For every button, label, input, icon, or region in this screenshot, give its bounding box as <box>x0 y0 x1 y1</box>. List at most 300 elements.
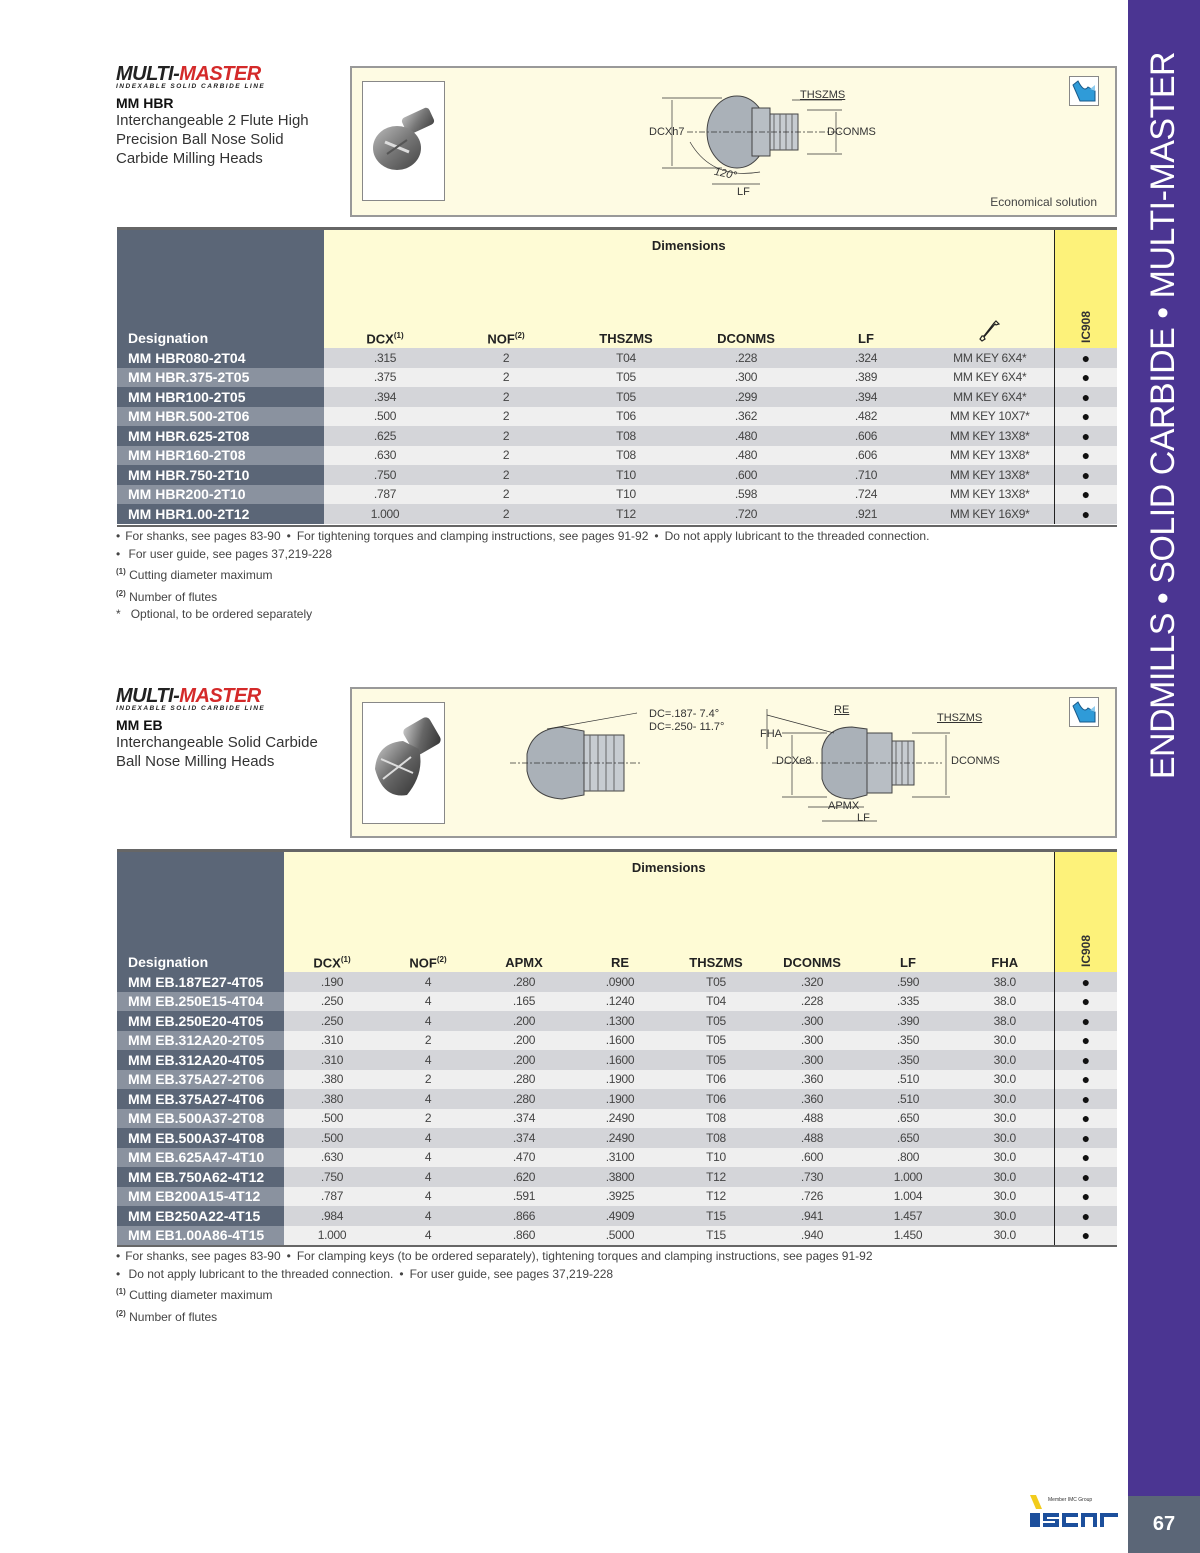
cell-ic908: ● <box>1054 1050 1117 1070</box>
cell-thszms: T06 <box>566 407 686 427</box>
logo-tagline: INDEXABLE SOLID CARBIDE LINE <box>116 705 266 712</box>
note-line-2: • For user guide, see pages 37,219-228 <box>116 546 333 561</box>
cell-re: .1900 <box>572 1089 668 1109</box>
cell-lf: 1.450 <box>860 1226 956 1246</box>
cell-nof: 4 <box>380 972 476 992</box>
product-code: MM EB <box>116 717 163 733</box>
cell-nof: 2 <box>446 387 566 407</box>
cell-designation: MM HBR200-2T10 <box>117 485 324 505</box>
cell-dconms: .488 <box>764 1109 860 1129</box>
table-row <box>117 387 1117 407</box>
col-nof: NOF$^{(2)}$ <box>446 260 566 348</box>
cell-apmx: .280 <box>476 972 572 992</box>
footnote-1: $^{(1)}$ Cutting diameter maximum <box>116 567 273 582</box>
cell-fha: 30.0 <box>956 1070 1054 1090</box>
cell-fha: 30.0 <box>956 1226 1054 1246</box>
cell-dcx: .787 <box>284 1187 380 1207</box>
cell-fha: 30.0 <box>956 1109 1054 1129</box>
cell-ic908: ● <box>1054 368 1117 388</box>
cell-designation: MM HBR.625-2T08 <box>117 426 324 446</box>
cell-ic908: ● <box>1054 348 1117 368</box>
cell-fha: 30.0 <box>956 1089 1054 1109</box>
footnote-2: $^{(2)}$ Number of flutes <box>116 1308 218 1324</box>
cell-ic908: ● <box>1054 387 1117 407</box>
cell-lf: .350 <box>860 1031 956 1051</box>
hbr-footnotes <box>116 528 929 624</box>
cell-ic908: ● <box>1054 1226 1117 1246</box>
table-row <box>117 992 1117 1012</box>
col-key <box>926 260 1054 348</box>
cell-fha: 38.0 <box>956 1011 1054 1031</box>
table-row <box>117 446 1117 466</box>
hbr-brand-block <box>116 64 346 168</box>
cell-nof: 4 <box>380 1206 476 1226</box>
cell-re: .3925 <box>572 1187 668 1207</box>
cell-nof: 4 <box>380 1148 476 1168</box>
cell-lf: .335 <box>860 992 956 1012</box>
label-dcxe8: DCXe8 <box>776 755 812 767</box>
cell-apmx: .470 <box>476 1148 572 1168</box>
cell-dcx: .250 <box>284 992 380 1012</box>
cell-designation: MM EB.312A20-2T05 <box>117 1031 284 1051</box>
cell-nof: 4 <box>380 1226 476 1246</box>
cell-nof: 2 <box>380 1109 476 1129</box>
cell-thszms: T05 <box>668 972 764 992</box>
cell-dcx: .625 <box>324 426 446 446</box>
cell-thszms: T05 <box>566 387 686 407</box>
logo-multi: MULTI- <box>116 685 180 707</box>
grade-header-ic908 <box>1054 230 1117 348</box>
wrench-icon <box>979 319 1001 343</box>
table-bottom-rule <box>117 525 1117 527</box>
cell-lf: 1.000 <box>860 1167 956 1187</box>
ball-nose-operation-icon <box>1069 697 1099 727</box>
cell-dconms: .598 <box>686 485 806 505</box>
col-re: RE <box>572 882 668 972</box>
cell-designation: MM EB.187E27-4T05 <box>117 972 284 992</box>
table-row <box>117 972 1117 992</box>
table-row <box>117 426 1117 446</box>
cell-lf: .921 <box>806 504 926 524</box>
table-row <box>117 485 1117 505</box>
cell-designation: MM HBR080-2T04 <box>117 348 324 368</box>
label-lf: LF <box>737 186 750 198</box>
cell-nof: 4 <box>380 1128 476 1148</box>
cell-ic908: ● <box>1054 972 1117 992</box>
cell-nof: 4 <box>380 1167 476 1187</box>
cell-fha: 30.0 <box>956 1167 1054 1187</box>
cell-re: .3800 <box>572 1167 668 1187</box>
cell-dcx: .315 <box>324 348 446 368</box>
cell-ic908: ● <box>1054 1206 1117 1226</box>
cell-dcx: .380 <box>284 1070 380 1090</box>
table-row <box>117 1050 1117 1070</box>
cell-re: .0900 <box>572 972 668 992</box>
note-line-2: • Do not apply lubricant to the threaded connection. • For user guide, see pages 37,219-228 <box>116 1266 614 1281</box>
footnote-2: $^{(2)}$ Number of flutes <box>116 588 218 604</box>
cell-nof: 2 <box>446 504 566 524</box>
col-nof: NOF$^{(2)}$ <box>380 882 476 972</box>
cell-designation: MM EB200A15-4T12 <box>117 1187 284 1207</box>
cell-apmx: .374 <box>476 1128 572 1148</box>
cell-ic908: ● <box>1054 1089 1117 1109</box>
product-code: MM HBR <box>116 95 174 111</box>
eb-footnotes <box>116 1248 873 1326</box>
table-row <box>117 1148 1117 1168</box>
cell-dcx: .500 <box>284 1128 380 1148</box>
cell-re: .4909 <box>572 1206 668 1226</box>
cell-dcx: .394 <box>324 387 446 407</box>
cell-thszms: T08 <box>566 446 686 466</box>
cell-thszms: T05 <box>566 368 686 388</box>
cell-designation: MM EB.312A20-4T05 <box>117 1050 284 1070</box>
cell-nof: 4 <box>380 992 476 1012</box>
cell-thszms: T12 <box>668 1167 764 1187</box>
cell-nof: 2 <box>446 465 566 485</box>
cell-dconms: .320 <box>764 972 860 992</box>
cell-key: MM KEY 6X4* <box>926 368 1054 388</box>
cell-designation: MM EB.625A47-4T10 <box>117 1148 284 1168</box>
cell-lf: .606 <box>806 426 926 446</box>
side-tab-label-wrap <box>1128 0 1200 830</box>
table-row <box>117 1167 1117 1187</box>
label-dc-250: DC=.250- 11.7° <box>649 721 725 733</box>
cell-fha: 30.0 <box>956 1187 1054 1207</box>
cell-lf: 1.457 <box>860 1206 956 1226</box>
cell-dcx: .500 <box>324 407 446 427</box>
cell-dconms: .300 <box>686 368 806 388</box>
col-thszms: THSZMS <box>668 882 764 972</box>
cell-key: MM KEY 13X8* <box>926 446 1054 466</box>
table-row <box>117 368 1117 388</box>
cell-dconms: .300 <box>764 1050 860 1070</box>
cell-key: MM KEY 10X7* <box>926 407 1054 427</box>
cell-key: MM KEY 13X8* <box>926 485 1054 505</box>
label-dc-187: DC=.187- 7.4° <box>649 708 720 720</box>
table-row <box>117 1109 1117 1129</box>
cell-re: .3100 <box>572 1148 668 1168</box>
cell-re: .1600 <box>572 1031 668 1051</box>
panel-note: Economical solution <box>990 195 1097 209</box>
cell-dcx: .630 <box>284 1148 380 1168</box>
cell-designation: MM EB.250E20-4T05 <box>117 1011 284 1031</box>
cell-ic908: ● <box>1054 1070 1117 1090</box>
hbr-product-photo <box>362 81 445 201</box>
cell-ic908: ● <box>1054 504 1117 524</box>
col-thszms: THSZMS <box>566 260 686 348</box>
side-tab-label: ENDMILLS • SOLID CARBIDE • MULTI-MASTER <box>1144 51 1183 779</box>
cell-designation: MM EB.500A37-4T08 <box>117 1128 284 1148</box>
imc-member-text: Member IMC Group <box>1048 1497 1093 1503</box>
cell-nof: 4 <box>380 1187 476 1207</box>
cell-dcx: .380 <box>284 1089 380 1109</box>
logo-master: MASTER <box>179 63 261 85</box>
cell-lf: .324 <box>806 348 926 368</box>
cell-apmx: .165 <box>476 992 572 1012</box>
cell-dconms: .228 <box>686 348 806 368</box>
cell-nof: 2 <box>446 426 566 446</box>
cell-fha: 30.0 <box>956 1148 1054 1168</box>
cell-nof: 2 <box>446 348 566 368</box>
cell-dcx: .630 <box>324 446 446 466</box>
eb-specs-table <box>117 852 1117 1245</box>
cell-dcx: .375 <box>324 368 446 388</box>
cell-nof: 2 <box>446 446 566 466</box>
cell-ic908: ● <box>1054 1011 1117 1031</box>
cell-ic908: ● <box>1054 446 1117 466</box>
multi-master-logo <box>116 64 346 84</box>
table-row <box>117 1089 1117 1109</box>
cell-lf: .390 <box>860 1011 956 1031</box>
cell-lf: .510 <box>860 1089 956 1109</box>
footnote-1: $^{(1)}$ Cutting diameter maximum <box>116 1287 273 1302</box>
cell-nof: 2 <box>446 368 566 388</box>
cell-nof: 2 <box>380 1031 476 1051</box>
logo-multi: MULTI- <box>116 63 180 85</box>
cell-designation: MM EB.250E15-4T04 <box>117 992 284 1012</box>
cell-dconms: .600 <box>686 465 806 485</box>
cell-apmx: .200 <box>476 1011 572 1031</box>
table-row <box>117 1031 1117 1051</box>
label-dconms: DCONMS <box>951 755 1000 767</box>
table-row <box>117 1070 1117 1090</box>
designation-header: Designation <box>117 230 324 348</box>
table-row <box>117 1206 1117 1226</box>
cell-designation: MM EB.375A27-2T06 <box>117 1070 284 1090</box>
cell-dcx: .250 <box>284 1011 380 1031</box>
cell-dconms: .360 <box>764 1070 860 1090</box>
cell-apmx: .591 <box>476 1187 572 1207</box>
page-number: 67 <box>1128 1496 1200 1553</box>
cell-lf: .590 <box>860 972 956 992</box>
cell-dcx: .750 <box>324 465 446 485</box>
cell-lf: .510 <box>860 1070 956 1090</box>
cell-dconms: .940 <box>764 1226 860 1246</box>
cell-lf: .482 <box>806 407 926 427</box>
cell-fha: 30.0 <box>956 1128 1054 1148</box>
cell-fha: 30.0 <box>956 1050 1054 1070</box>
cell-fha: 30.0 <box>956 1031 1054 1051</box>
grade-header-ic908 <box>1054 852 1117 972</box>
hbr-illustration-panel <box>350 66 1117 217</box>
col-fha: FHA <box>956 882 1054 972</box>
dimensions-header: Dimensions <box>324 230 1054 260</box>
cell-dcx: .500 <box>284 1109 380 1129</box>
note-line-1: • For shanks, see pages 83-90 • For clamping keys (to be ordered separately), tightening torques and clamping instructions, see pages 91-92 <box>116 1249 873 1263</box>
cell-lf: .389 <box>806 368 926 388</box>
col-dconms: DCONMS <box>764 882 860 972</box>
cell-re: .1900 <box>572 1070 668 1090</box>
cell-thszms: T04 <box>668 992 764 1012</box>
footnote-3: * Optional, to be ordered separately <box>116 607 313 621</box>
cell-thszms: T15 <box>668 1226 764 1246</box>
cell-dconms: .730 <box>764 1167 860 1187</box>
cell-thszms: T08 <box>566 426 686 446</box>
cell-key: MM KEY 6X4* <box>926 387 1054 407</box>
cell-dconms: .480 <box>686 446 806 466</box>
eb-brand-block <box>116 686 346 771</box>
cell-nof: 2 <box>446 485 566 505</box>
cell-thszms: T12 <box>668 1187 764 1207</box>
table-row <box>117 1128 1117 1148</box>
cell-lf: .650 <box>860 1128 956 1148</box>
cell-dconms: .726 <box>764 1187 860 1207</box>
cell-thszms: T08 <box>668 1128 764 1148</box>
cell-lf: .724 <box>806 485 926 505</box>
cell-thszms: T05 <box>668 1050 764 1070</box>
cell-apmx: .860 <box>476 1226 572 1246</box>
cell-designation: MM EB1.00A86-4T15 <box>117 1226 284 1246</box>
cell-thszms: T12 <box>566 504 686 524</box>
cell-designation: MM EB.375A27-4T06 <box>117 1089 284 1109</box>
cell-dcx: .984 <box>284 1206 380 1226</box>
col-dcx: DCX$^{(1)}$ <box>324 260 446 348</box>
cell-apmx: .866 <box>476 1206 572 1226</box>
eb-product-photo <box>362 702 445 824</box>
cell-key: MM KEY 16X9* <box>926 504 1054 524</box>
cell-dconms: .362 <box>686 407 806 427</box>
cell-key: MM KEY 13X8* <box>926 426 1054 446</box>
cell-ic908: ● <box>1054 1187 1117 1207</box>
cell-dconms: .299 <box>686 387 806 407</box>
cell-re: .1240 <box>572 992 668 1012</box>
cell-thszms: T06 <box>668 1089 764 1109</box>
cell-nof: 2 <box>380 1070 476 1090</box>
cell-lf: 1.004 <box>860 1187 956 1207</box>
col-lf: LF <box>860 882 956 972</box>
cell-key: MM KEY 6X4* <box>926 348 1054 368</box>
ball-nose-operation-icon <box>1069 76 1099 106</box>
cell-ic908: ● <box>1054 992 1117 1012</box>
cell-ic908: ● <box>1054 1031 1117 1051</box>
label-fha: FHA <box>760 728 782 740</box>
cell-lf: .350 <box>860 1050 956 1070</box>
cell-apmx: .374 <box>476 1109 572 1129</box>
ball-nose-head-image <box>363 703 444 823</box>
cell-dcx: .750 <box>284 1167 380 1187</box>
cell-apmx: .280 <box>476 1089 572 1109</box>
note-line-1: • For shanks, see pages 83-90 • For tightening torques and clamping instructions, see pages 91-92 • Do not apply lubricant to the threaded connection. <box>116 529 930 543</box>
label-angle: 120° <box>713 165 738 183</box>
cell-ic908: ● <box>1054 465 1117 485</box>
logo-tagline: INDEXABLE SOLID CARBIDE LINE <box>116 83 266 90</box>
cell-nof: 4 <box>380 1011 476 1031</box>
hbr-specs-table <box>117 230 1117 524</box>
cell-re: .5000 <box>572 1226 668 1246</box>
cell-ic908: ● <box>1054 426 1117 446</box>
cell-lf: .394 <box>806 387 926 407</box>
col-lf: LF <box>806 260 926 348</box>
cell-thszms: T10 <box>566 485 686 505</box>
label-thszms: THSZMS <box>937 712 983 724</box>
cell-designation: MM HBR.375-2T05 <box>117 368 324 388</box>
cell-thszms: T06 <box>668 1070 764 1090</box>
multi-master-logo <box>116 686 346 706</box>
cell-apmx: .620 <box>476 1167 572 1187</box>
cell-lf: .606 <box>806 446 926 466</box>
cell-nof: 2 <box>446 407 566 427</box>
logo-master: MASTER <box>179 685 261 707</box>
cell-ic908: ● <box>1054 1148 1117 1168</box>
cell-ic908: ● <box>1054 1109 1117 1129</box>
cell-designation: MM HBR100-2T05 <box>117 387 324 407</box>
label-dconms: DCONMS <box>827 126 876 138</box>
cell-fha: 30.0 <box>956 1206 1054 1226</box>
cell-fha: 38.0 <box>956 992 1054 1012</box>
eb-illustration-panel <box>350 687 1117 838</box>
cell-dcx: .310 <box>284 1050 380 1070</box>
table-row <box>117 348 1117 368</box>
cell-re: .2490 <box>572 1109 668 1129</box>
cell-thszms: T05 <box>668 1031 764 1051</box>
col-dconms: DCONMS <box>686 260 806 348</box>
col-dcx: DCX$^{(1)}$ <box>284 882 380 972</box>
cell-designation: MM HBR1.00-2T12 <box>117 504 324 524</box>
cell-designation: MM HBR160-2T08 <box>117 446 324 466</box>
cell-thszms: T05 <box>668 1011 764 1031</box>
cell-apmx: .200 <box>476 1031 572 1051</box>
cell-ic908: ● <box>1054 407 1117 427</box>
cell-dcx: .787 <box>324 485 446 505</box>
cell-dconms: .360 <box>764 1089 860 1109</box>
col-apmx: APMX <box>476 882 572 972</box>
cell-ic908: ● <box>1054 1167 1117 1187</box>
table-row <box>117 465 1117 485</box>
dimensions-header: Dimensions <box>284 852 1054 882</box>
table-row <box>117 407 1117 427</box>
table-row <box>117 1226 1117 1246</box>
cell-dcx: 1.000 <box>284 1226 380 1246</box>
cell-dconms: .300 <box>764 1011 860 1031</box>
cell-dconms: .941 <box>764 1206 860 1226</box>
cell-apmx: .280 <box>476 1070 572 1090</box>
cell-lf: .800 <box>860 1148 956 1168</box>
cell-nof: 4 <box>380 1089 476 1109</box>
eb-dimension-drawing <box>502 699 962 829</box>
cell-designation: MM EB.500A37-2T08 <box>117 1109 284 1129</box>
cell-ic908: ● <box>1054 1128 1117 1148</box>
cell-designation: MM HBR.500-2T06 <box>117 407 324 427</box>
cell-thszms: T04 <box>566 348 686 368</box>
cell-dcx: .310 <box>284 1031 380 1051</box>
cell-nof: 4 <box>380 1050 476 1070</box>
cell-dcx: 1.000 <box>324 504 446 524</box>
table-row <box>117 1011 1117 1031</box>
cell-dconms: .300 <box>764 1031 860 1051</box>
cell-designation: MM EB250A22-4T15 <box>117 1206 284 1226</box>
label-apmx: APMX <box>828 800 860 812</box>
cell-dconms: .480 <box>686 426 806 446</box>
cell-designation: MM EB.750A62-4T12 <box>117 1167 284 1187</box>
table-row <box>117 504 1117 524</box>
table-bottom-rule <box>117 1245 1117 1247</box>
cell-thszms: T10 <box>668 1148 764 1168</box>
cell-key: MM KEY 13X8* <box>926 465 1054 485</box>
cell-ic908: ● <box>1054 485 1117 505</box>
cell-thszms: T15 <box>668 1206 764 1226</box>
cell-fha: 38.0 <box>956 972 1054 992</box>
label-dcxh7: DCXh7 <box>649 126 685 138</box>
cell-re: .1600 <box>572 1050 668 1070</box>
cell-dcx: .190 <box>284 972 380 992</box>
cell-designation: MM HBR.750-2T10 <box>117 465 324 485</box>
table-row <box>117 1187 1117 1207</box>
label-re: RE <box>834 704 850 716</box>
cell-dconms: .720 <box>686 504 806 524</box>
cell-dconms: .600 <box>764 1148 860 1168</box>
cell-lf: .710 <box>806 465 926 485</box>
grade-label: IC908 <box>1078 310 1093 344</box>
